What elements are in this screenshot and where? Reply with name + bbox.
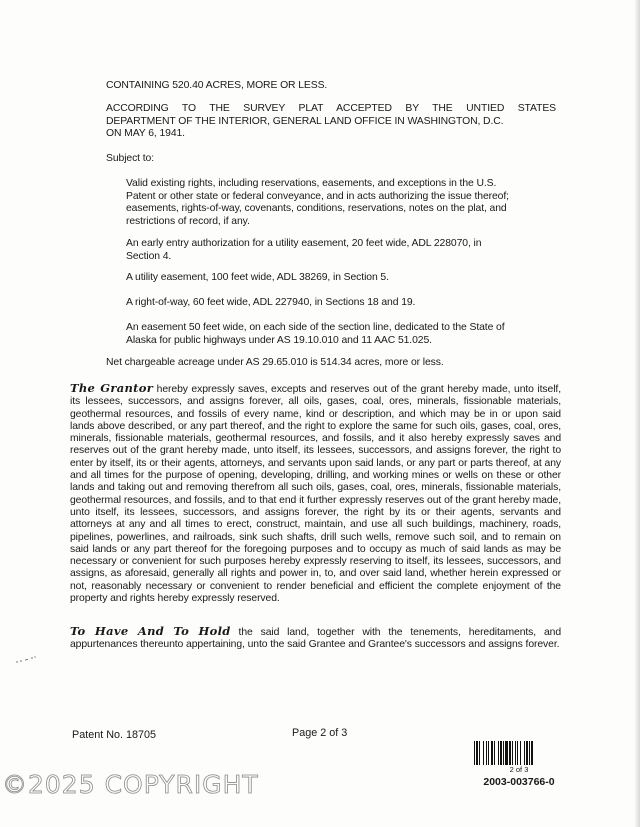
stray-ink-marks xyxy=(14,654,38,666)
habendum-paragraph xyxy=(70,625,561,652)
habendum-text: the said land, together with the tenements, hereditaments, and appurtenances thereunto appertaining, unto the said Grantee and Grantee's successors and assigns forever. xyxy=(70,627,561,651)
condition-line: An early entry authorization for a utility easement, 20 feet wide, ADL 228070, in xyxy=(126,238,482,249)
condition-line: Valid existing rights, including reservations, easements, and exceptions in the U.S. xyxy=(126,178,497,189)
grantor-reservation-paragraph xyxy=(70,382,561,605)
habendum-heading: To Have And To Hold xyxy=(70,624,231,638)
net-acreage-line: Net chargeable acreage under AS 29.65.010 is 514.34 acres, more or less. xyxy=(106,357,444,368)
condition-section-line-easement xyxy=(126,322,550,347)
barcode-page-label: 2 of 3 xyxy=(509,765,529,774)
acreage-line: CONTAINING 520.40 ACRES, MORE OR LESS. xyxy=(106,80,328,91)
barcode-icon xyxy=(474,741,564,765)
survey-line-3: ON MAY 6, 1941. xyxy=(106,128,185,140)
grantor-heading: The Grantor xyxy=(70,381,154,395)
survey-line-2: DEPARTMENT OF THE INTERIOR, GENERAL LAND OFFICE IN WASHINGTON, D.C. xyxy=(106,115,504,127)
survey-line-1: ACCORDING TO THE SURVEY PLAT ACCEPTED BY THE UNTIED STATES xyxy=(106,103,556,114)
condition-line: Section 4. xyxy=(126,250,172,262)
copyright-watermark: ©2025 COPYRIGHT xyxy=(2,770,259,799)
condition-line: restrictions of record, if any. xyxy=(126,215,250,227)
condition-line: An easement 50 feet wide, on each side of the section line, dedicated to the State of xyxy=(126,322,505,333)
condition-early-entry xyxy=(126,238,550,263)
condition-utility-easement: A utility easement, 100 feet wide, ADL 38269, in Section 5. xyxy=(126,272,389,283)
recording-barcode xyxy=(474,741,564,788)
recording-number: 2003-003766-0 xyxy=(483,776,555,788)
condition-valid-rights xyxy=(126,178,550,228)
patent-number: Patent No. 18705 xyxy=(72,729,157,741)
grantor-text: hereby expressly saves, excepts and reserves out of the grant hereby made, unto itself, its lessees, successors, and assigns forever, all oils, gases, coal, ores, minerals, fissionable materials, geothermal resources, and fossils of every name, kind or description, and which may be in or upon said lands above described, or any part thereof, and the right to explore the same for such oils, gases, coal, ores, minerals, fissionable materials, geothermal resources, and fossils, and it also hereby expressly saves and reserves out of the grant hereby made, unto itself, its lessees, successors, and assigns forever, the right to enter by itself, its or their agents, attorneys, and servants upon said lands, or any part or parts thereof, at any and all times for the purpose of opening, developing, drilling, and working mines or wells on these or other lands and taking out and removing therefrom all such oils, gases, coal, ores, minerals, fissionable materials, geothermal resources, and fossils, and to that end it further expressly reserves out of the grant hereby made, unto itself, its lessees, successors, and assigns forever, the right by its or their agents, servants and attorneys at any and all times to erect, construct, maintain, and use all such buildings, machinery, roads, pipelines, powerlines, and railroads, sink such shafts, drill such wells, remove such soil, and to remain on said lands or any part thereof for the foregoing purposes and to occupy as much of said lands as may be necessary or convenient for such purposes hereby expressly reserving to itself, its lessees, successors, and assigns, as aforesaid, generally all rights and power in, to, and over said land, whether herein expressed or not, reasonably necessary or convenient to render beneficial and efficient the complete enjoyment of the property and rights hereby expressly reserved. xyxy=(70,384,561,605)
condition-line: easements, rights-of-way, covenants, conditions, reservations, notes on the plat, and xyxy=(126,203,507,215)
condition-line: Patent or other state or federal conveyance, and in acts authorizing the issue thereof; xyxy=(126,190,509,202)
page-edge-shadow xyxy=(634,0,640,827)
survey-paragraph xyxy=(106,103,556,141)
subject-to-label: Subject to: xyxy=(106,153,154,164)
page-number: Page 2 of 3 xyxy=(292,727,348,739)
condition-right-of-way: A right-of-way, 60 feet wide, ADL 227940, in Sections 18 and 19. xyxy=(126,297,416,308)
condition-line: Alaska for public highways under AS 19.10.010 and 11 AAC 51.025. xyxy=(126,334,432,346)
